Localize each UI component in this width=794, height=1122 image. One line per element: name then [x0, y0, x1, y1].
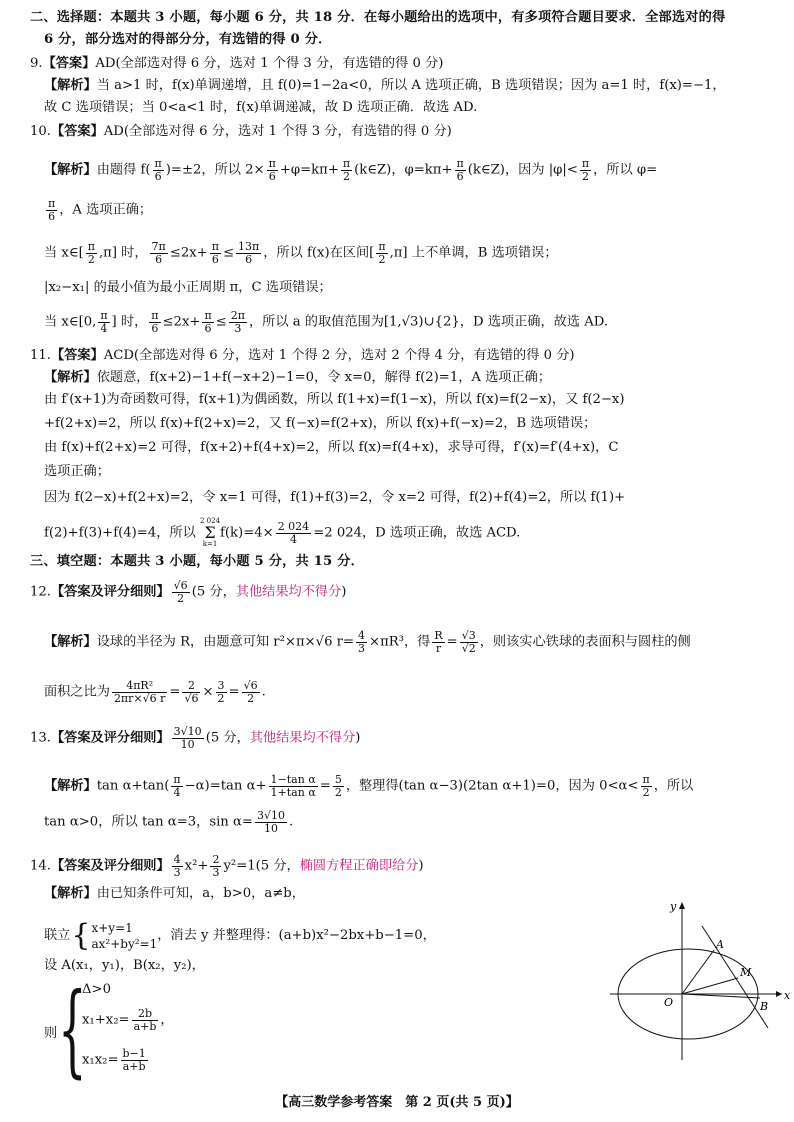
numerator: π — [581, 157, 590, 170]
q10-analysis-line-4: |x₂−x₁| 的最小值为最小正周期 π，C 选项错误； — [44, 280, 332, 295]
text: (k∈Z)，因为 |φ|< — [467, 162, 578, 178]
analysis-tag: 【解析】 — [44, 370, 97, 385]
q14-then: 则 — [44, 1026, 58, 1041]
q11-answer: ACD(全部选对得 6 分，选对 1 个得 2 分，选对 2 个得 4 分，有选错的得 0 分) — [103, 348, 575, 363]
denominator: √2 — [461, 641, 476, 655]
q11-analysis-line-1 — [44, 370, 551, 387]
brace: { — [71, 918, 91, 954]
sum-lower: k=1 — [202, 540, 218, 548]
fraction — [376, 241, 387, 265]
text: ≤ — [215, 314, 227, 330]
q12-analysis-line-2 — [44, 680, 266, 704]
x-label: x — [784, 989, 790, 1002]
analysis-tag: 【解析】 — [44, 886, 97, 901]
answer-tag: 【答案】 — [42, 56, 96, 71]
equation-system — [91, 920, 157, 952]
fraction — [432, 630, 444, 654]
page-footer: 【高三数学参考答案 第 2 页(共 5 页)】 — [275, 1095, 519, 1110]
grading-note: 其他结果均不得分 — [249, 730, 356, 746]
denominator: 4 — [100, 321, 108, 335]
numerator: 2 024 — [277, 519, 310, 533]
condition-delta: Δ>0 — [82, 982, 111, 997]
q10-analysis-line-1 — [44, 158, 657, 182]
fraction — [580, 158, 591, 182]
text: 联立 — [44, 927, 71, 943]
text: (k∈Z)，φ=kπ+ — [354, 162, 453, 178]
numerator: 5 — [334, 773, 342, 786]
text: ≤ — [222, 245, 235, 261]
ellipse-figure — [600, 896, 790, 1066]
equation: x+y=1 — [91, 921, 133, 935]
denominator: r — [435, 641, 442, 655]
denominator: 3 — [173, 865, 181, 879]
text: f(2)+f(3)+f(4)=4，所以 — [44, 525, 200, 541]
q11-analysis-line-4: 由 f(x)+f(2+x)=2 可得，f(x+2)+f(4+x)=2，所以 f(x)=f(4+x)，求导可得，f′(x)=f′(4+x)，C — [44, 440, 619, 455]
fraction — [216, 680, 227, 704]
denominator: 10 — [263, 821, 278, 835]
denominator: 6 — [204, 321, 212, 335]
q11-analysis-line-2: 由 f′(x+1)为奇函数可得，f(x+1)为偶函数，所以 f(1+x)=f(1−x)，所以 f(x)=f(2−x)，又 f(2−x) — [44, 392, 625, 407]
q11-analysis-line-7 — [44, 518, 520, 548]
point-b-label: B — [760, 1000, 769, 1013]
point-a-label: A — [716, 938, 724, 951]
numerator: π — [342, 157, 351, 170]
q14-answer-line — [30, 854, 424, 878]
origin-label: O — [664, 996, 674, 1009]
segment-ob — [682, 994, 760, 998]
q9-number: 9. — [30, 56, 43, 71]
q9-answer-line — [30, 56, 443, 73]
text: ，所以 φ= — [593, 162, 658, 178]
fraction — [210, 854, 221, 878]
section-heading-3: 三、填空题：本题共 3 小题，每小题 5 分，共 15 分． — [30, 554, 364, 569]
text: tan α+tan( — [96, 778, 170, 794]
q12-number: 12. — [30, 584, 51, 600]
denominator: 2 — [217, 691, 225, 705]
denominator: 2 — [343, 169, 350, 183]
text: ] 时， — [111, 314, 148, 330]
fraction — [455, 158, 466, 182]
fraction — [202, 310, 213, 334]
text: ≤2x+ — [162, 314, 201, 330]
numerator: 4πR² — [112, 680, 167, 693]
text: = — [446, 634, 458, 650]
summation — [200, 518, 220, 548]
text: 面积之比为 — [44, 684, 110, 700]
sigma-symbol: Σ — [204, 523, 216, 542]
fraction — [255, 810, 287, 834]
fraction — [267, 158, 278, 182]
fraction — [210, 241, 221, 265]
numerator: π — [151, 309, 159, 322]
denominator: 6 — [48, 209, 56, 223]
q9-analysis-line — [44, 78, 726, 95]
text: 当 x∈[ — [44, 245, 84, 261]
fraction — [46, 198, 57, 222]
text: 由已知条件可知，a，b>0，a≠b， — [96, 886, 305, 901]
numerator: 2b — [132, 1008, 159, 1021]
text: f(k)=4× — [220, 525, 274, 541]
q9-analysis-text: 当 a>1 时，f(x)单调递增，且 f(0)=1−2a<0，所以 A 选项正确，B 选项错误；因为 a=1 时，f(x)=−1， — [96, 78, 726, 93]
q14-number: 14. — [30, 858, 51, 874]
point-m-label: M — [740, 966, 752, 979]
text: ≤2x+ — [169, 245, 208, 261]
q14-analysis-line-3: 设 A(x₁，y₁)，B(x₂，y₂)， — [44, 958, 205, 973]
answer-fraction — [172, 726, 204, 750]
fraction — [112, 680, 167, 704]
q10-analysis-line-5 — [44, 310, 608, 334]
answer-tag: 【答案】 — [50, 348, 104, 363]
denominator: 6 — [245, 252, 253, 266]
text: ,π] 时， — [98, 245, 148, 261]
answer-tag: 【答案及评分细则】 — [50, 858, 170, 874]
q10-analysis-line-3 — [44, 241, 558, 265]
x-arrow — [776, 991, 782, 997]
text: = — [169, 684, 181, 700]
numerator: π — [268, 157, 276, 170]
score: (5 分， — [191, 584, 236, 600]
fraction — [641, 774, 652, 798]
denominator: 2 — [177, 591, 185, 605]
numerator: π — [87, 240, 95, 253]
text: y²=1(5 分， — [223, 858, 300, 874]
text: . — [261, 684, 266, 700]
denominator: 6 — [456, 169, 464, 183]
denominator: 2 — [247, 691, 255, 705]
analysis-tag: 【解析】 — [44, 778, 97, 794]
denominator: 6 — [151, 321, 159, 335]
numerator: π — [378, 240, 386, 253]
denominator: 4 — [289, 532, 297, 546]
text: x²+ — [184, 858, 209, 874]
q11-answer-line — [30, 348, 575, 365]
numerator: √6 — [173, 579, 188, 592]
q9-answer: AD(全部选对得 6 分，选对 1 个得 3 分，有选错的得 0 分) — [95, 56, 444, 71]
fraction — [98, 310, 109, 334]
numerator: 3√10 — [173, 725, 202, 738]
fraction — [171, 774, 182, 798]
text: )=±2，所以 2× — [165, 162, 265, 178]
denominator: 2 — [87, 252, 95, 266]
text: 当 x∈[0, — [44, 314, 97, 330]
sum-upper: 2 024 — [199, 517, 221, 525]
numerator: b−1 — [122, 1047, 146, 1060]
fraction — [150, 241, 168, 265]
denominator: 2πr×√6 r — [113, 691, 166, 705]
text: tan α>0，所以 tan α=3，sin α= — [44, 814, 253, 830]
analysis-tag: 【解析】 — [44, 634, 97, 650]
fraction — [269, 774, 318, 798]
text: ，A 选项正确； — [59, 202, 153, 218]
q12-answer-line — [30, 580, 346, 604]
numerator: π — [48, 197, 56, 210]
text: ，所以 a 的取值范围为[1,√3)∪{2}，D 选项正确，故选 AD. — [248, 314, 609, 330]
fraction — [242, 680, 260, 704]
text: 依题意，f(x+2)−1+f(−x+2)−1=0，令 x=0，解得 f(2)=1，A 选项正确； — [96, 370, 552, 385]
denominator: 2 — [642, 785, 650, 799]
answer-tag: 【答案】 — [50, 124, 104, 139]
text: x₁x₂= — [82, 1052, 119, 1068]
denominator: √6 — [184, 691, 199, 705]
denominator: a+b — [133, 1019, 157, 1033]
q10-answer-line — [30, 124, 452, 141]
text: ) — [418, 858, 424, 874]
numerator: 13π — [238, 240, 260, 253]
denominator: 6 — [154, 169, 162, 183]
condition-product — [82, 1048, 150, 1072]
q9-analysis-line-2: 故 C 选项错误；当 0<a<1 时，f(x)单调递减，故 D 选项正确．故选 AD. — [44, 100, 478, 115]
q11-analysis-line-3: +f(2+x)=2，所以 f(x)+f(2+x)=2，又 f(−x)=f(2+x)，所以 f(x)+f(−x)=2，B 选项错误； — [44, 416, 597, 431]
q11-number: 11. — [30, 348, 51, 363]
denominator: 6 — [155, 252, 163, 266]
numerator: π — [204, 309, 212, 322]
fraction — [229, 310, 247, 334]
numerator: π — [456, 157, 464, 170]
section-heading: 二、选择题：本题共 3 小题，每小题 6 分，共 18 分．在每小题给出的选项中，有多项符合题目要求．全部选对的得 — [30, 10, 726, 25]
numerator: √6 — [243, 679, 258, 692]
q13-answer-line — [30, 726, 360, 750]
text: . — [288, 814, 294, 830]
fraction — [132, 1008, 159, 1032]
numerator: 4 — [173, 853, 181, 866]
denominator: 10 — [180, 737, 195, 751]
fraction — [153, 158, 164, 182]
text: =2 024，D 选项正确，故选 ACD. — [313, 525, 521, 541]
text: ×πR³，得 — [369, 634, 431, 650]
grading-note: 椭圆方程正确即给分 — [299, 858, 419, 874]
numerator: 2 — [212, 853, 220, 866]
fraction — [86, 241, 97, 265]
numerator: π — [173, 773, 181, 786]
fraction — [149, 310, 160, 334]
fraction — [236, 241, 261, 265]
numerator: π — [154, 157, 162, 170]
numerator: R — [434, 629, 443, 642]
section-heading-cont: 6 分，部分选对的得部分分，有选错的得 0 分． — [44, 32, 332, 47]
fraction — [341, 158, 352, 182]
numerator: π — [100, 309, 108, 322]
numerator: 7π — [151, 240, 166, 253]
answer-tag: 【答案及评分细则】 — [50, 584, 170, 600]
grading-note: 其他结果均不得分 — [235, 584, 342, 600]
denominator: 2 — [334, 785, 342, 799]
q14-system-line — [44, 920, 436, 952]
y-label: y — [670, 900, 677, 913]
segment-oa — [682, 950, 714, 994]
text: ，所以 f(x)在区间[ — [263, 245, 375, 261]
fraction — [460, 630, 478, 654]
analysis-tag: 【解析】 — [44, 162, 97, 178]
text: ，则该实心铁球的表面积与圆柱的侧 — [479, 634, 691, 650]
denominator: 4 — [173, 785, 181, 799]
denominator: 2 — [582, 169, 589, 183]
denominator: 3 — [358, 641, 366, 655]
text: ， — [160, 1012, 174, 1028]
denominator: a+b — [122, 1059, 146, 1073]
text: ) — [341, 584, 347, 600]
numerator: 2 — [182, 680, 200, 693]
text: ) — [355, 730, 361, 746]
text: ,π] 上不单调，B 选项错误； — [389, 245, 558, 261]
text: = — [319, 778, 331, 794]
q13-analysis-line-1 — [44, 774, 693, 798]
q13-analysis-line-2 — [44, 810, 293, 834]
q13-number: 13. — [30, 730, 51, 746]
line-ab — [702, 926, 768, 1028]
condition-sum — [82, 1008, 174, 1032]
numerator: π — [642, 773, 650, 786]
fraction — [333, 774, 344, 798]
text: x₁+x₂= — [82, 1012, 130, 1028]
numerator: √3 — [461, 629, 476, 642]
numerator: 3 — [217, 679, 225, 692]
q11-analysis-line-5: 选项正确； — [44, 464, 110, 479]
q10-answer: AD(全部选对得 6 分，选对 1 个得 3 分，有选错的得 0 分) — [103, 124, 452, 139]
fraction — [182, 680, 200, 704]
text: 由题得 f( — [96, 162, 151, 178]
numerator: 1−tan α — [270, 773, 316, 786]
denominator: 6 — [268, 169, 276, 183]
q10-analysis-line-2 — [44, 198, 152, 222]
denominator: 3 — [212, 865, 220, 879]
text: 设球的半径为 R，由题意可知 r²×π×√6 r= — [96, 634, 355, 650]
brace: { — [58, 971, 87, 1088]
denominator: 3 — [234, 321, 242, 335]
equation: ax²+by²=1 — [91, 937, 158, 952]
score: (5 分， — [205, 730, 250, 746]
q12-analysis-line-1 — [44, 630, 691, 654]
text: −α)=tan α+ — [184, 778, 267, 794]
numerator: 4 — [358, 629, 366, 642]
numerator: π — [211, 240, 219, 253]
denominator: 2 — [378, 252, 386, 266]
fraction — [172, 854, 183, 878]
denominator: 6 — [211, 252, 219, 266]
text: +φ=kπ+ — [279, 162, 339, 178]
analysis-tag: 【解析】 — [44, 78, 97, 93]
q10-number: 10. — [30, 124, 51, 139]
q14-analysis-line-1 — [44, 886, 305, 903]
fraction — [121, 1048, 148, 1072]
segment-om — [682, 978, 738, 994]
text: = — [228, 684, 240, 700]
text: ，消去 y 并整理得：(a+b)x²−2bx+b−1=0， — [157, 927, 436, 943]
fraction — [356, 630, 367, 654]
numerator: 2π — [230, 309, 245, 322]
denominator: 1+tan α — [270, 785, 316, 799]
text: ，整理得(tan α−3)(2tan α+1)=0，因为 0<α< — [345, 778, 639, 794]
q11-analysis-line-6: 因为 f(2−x)+f(2+x)=2，令 x=1 可得，f(1)+f(3)=2，令 x=2 可得，f(2)+f(4)=2，所以 f(1)+ — [44, 490, 626, 505]
text: ，所以 — [653, 778, 694, 794]
fraction — [276, 521, 312, 545]
numerator: 3√10 — [256, 809, 285, 822]
answer-fraction — [172, 580, 190, 604]
answer-tag: 【答案及评分细则】 — [50, 730, 170, 746]
y-arrow — [679, 902, 685, 909]
text: × — [202, 684, 214, 700]
